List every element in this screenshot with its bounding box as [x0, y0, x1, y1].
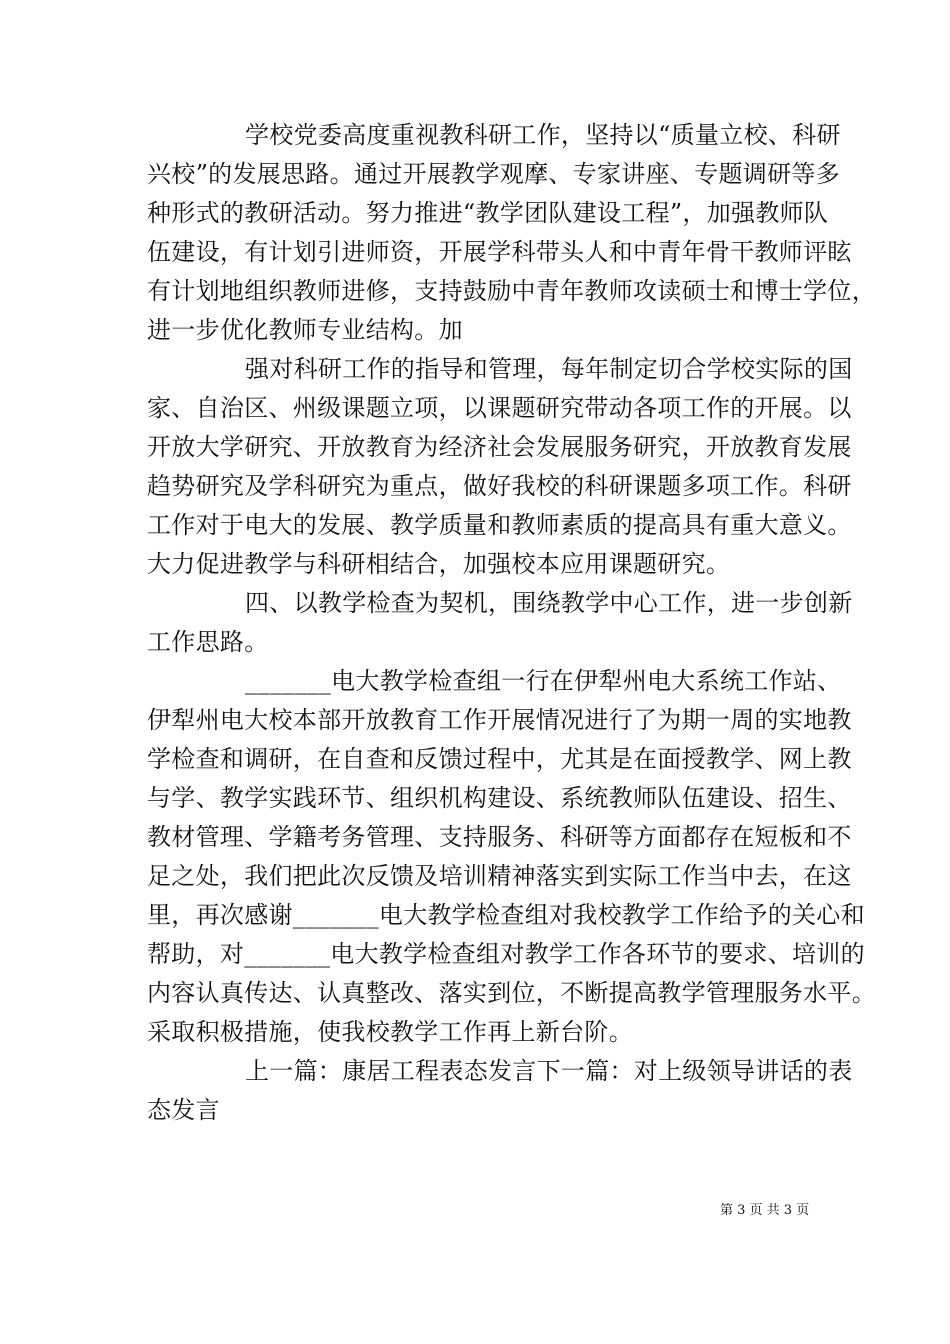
paragraph-1-line-4: 伍建设，有计划引进师资，开展学科带头人和中青年骨干教师评眩 — [147, 238, 852, 266]
paragraph-3-line-7: 里，再次感谢_______电大教学检查组对我校教学工作给予的关心和 — [147, 901, 865, 929]
paragraph-3-line-3: 学检查和调研，在自查和反馈过程中，尤其是在面授教学、网上教 — [147, 745, 852, 773]
paragraph-3-line-5: 教材管理、学籍考务管理、支持服务、科研等方面都存在短板和不 — [147, 823, 852, 851]
paragraph-3-line-4: 与学、教学实践环节、组织机构建设、系统教师队伍建设、招生、 — [147, 784, 852, 812]
article-nav-line-1[interactable]: 上一篇：康居工程表态发言下一篇：对上级领导讲话的表 — [245, 1057, 853, 1085]
paragraph-3-line-10: 采取积极措施，使我校教学工作再上新台阶。 — [147, 1018, 633, 1046]
section-heading-line-1: 四、以教学检查为契机，围绕教学中心工作，进一步创新 — [245, 589, 853, 617]
section-heading-line-2: 工作思路。 — [147, 628, 269, 656]
paragraph-2-line-4: 趋势研究及学科研究为重点，做好我校的科研课题多项工作。科研 — [147, 472, 852, 500]
paragraph-2-line-2: 家、自治区、州级课题立项，以课题研究带动各项工作的开展。以 — [147, 394, 852, 422]
paragraph-2-line-3: 开放大学研究、开放教育为经济社会发展服务研究，开放教育发展 — [147, 433, 852, 461]
paragraph-1-line-2: 兴校”的发展思路。通过开展教学观摩、专家讲座、专题调研等多 — [147, 160, 840, 188]
paragraph-3-line-8: 帮助，对_______电大教学检查组对教学工作各环节的要求、培训的 — [147, 940, 865, 968]
paragraph-3-line-1: _______电大教学检查组一行在伊犁州电大系统工作站、 — [245, 667, 842, 695]
paragraph-1-line-1: 学校党委高度重视教科研工作，坚持以“质量立校、科研 — [245, 121, 841, 149]
paragraph-3-line-2: 伊犁州电大校本部开放教育工作开展情况进行了为期一周的实地教 — [147, 706, 852, 734]
paragraph-3-line-9: 内容认真传达、认真整改、落实到位，不断提高教学管理服务水平。 — [147, 979, 876, 1007]
paragraph-2-line-1: 强对科研工作的指导和管理，每年制定切合学校实际的国 — [245, 355, 853, 383]
paragraph-3-line-6: 足之处，我们把此次反馈及培训精神落实到实际工作当中去，在这 — [147, 862, 852, 890]
paragraph-1-line-3: 种形式的教研活动。努力推进“教学团队建设工程”，加强教师队 — [147, 199, 829, 227]
paragraph-2-line-5: 工作对于电大的发展、教学质量和教师素质的提高具有重大意义。 — [147, 511, 852, 539]
paragraph-1-line-5: 有计划地组织教师进修，支持鼓励中青年教师攻读硕士和博士学位， — [147, 277, 876, 305]
page-number: 第 3 页 共 3 页 — [720, 1203, 810, 1218]
article-nav-line-2[interactable]: 态发言 — [147, 1096, 220, 1124]
paragraph-2-line-6: 大力促进教学与科研相结合，加强校本应用课题研究。 — [147, 550, 731, 578]
paragraph-1-line-6: 进一步优化教师专业结构。加 — [147, 316, 463, 344]
